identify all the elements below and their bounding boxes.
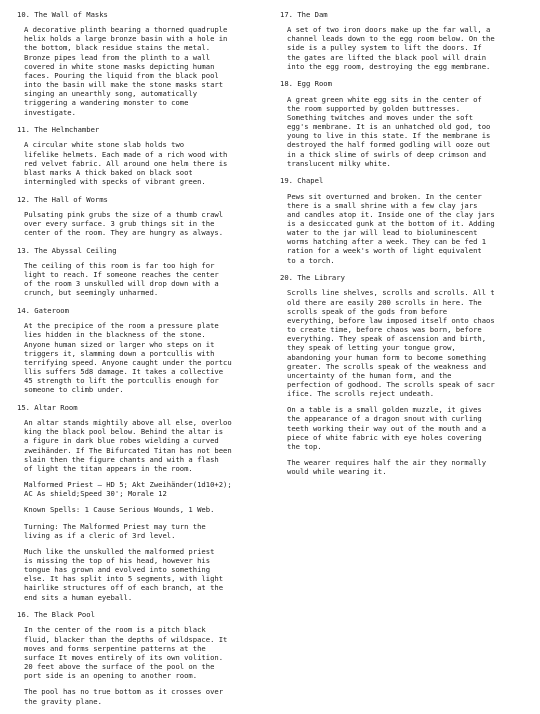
- room-paragraph: A circular white stone slab holds two lifelike helmets. Each made of a rich wood with red velvet fabric. All around one helm there is blast marks A thick baked on black soot intermingled with specks of vibrant green.: [24, 140, 228, 186]
- room-section: [280, 273, 532, 476]
- room-body: [24, 321, 275, 394]
- room-paragraph: Scrolls line shelves, scrolls and scrolls. All t old there are easily 200 scrolls in here. The scrolls speak of the gods from before everything, before law imposed itself onto chaos to create time, before chaos was born, before everything. They speak of ascension and birth, they speak of letting your tongue grow, abandoning your human form to become something greater. The scrolls speak of the weakness and uncertainty of the human form, and the perfection of godhood. The scrolls speak of sacr ifice. The scrolls reject undeath.: [287, 288, 495, 399]
- room-paragraph: Much like the unskulled the malformed priest is missing the top of his head, however his tongue has grown and evolved into something else. It has split into 5 segments, with light hairlike structures off of each branch, at the end sits a human eyeball.: [24, 546, 224, 602]
- room-section: [17, 610, 275, 705]
- room-section: [280, 10, 532, 71]
- room-paragraph: At the precipice of the room a pressure plate lies hidden in the blackness of the stone. Anyone human sized or larger who steps on it triggers it, slamming down a portcullis with terrifying speed. Anyone caught under the portcu llis suffers 5d8 damage. It takes a collective 45 strength to lift the portcullis enough for someone to climb under.: [24, 321, 232, 395]
- room-title: 18. Egg Room: [280, 79, 332, 89]
- room-body: [24, 210, 275, 237]
- room-paragraph: The wearer requires half the air they normally would while wearing it.: [287, 458, 487, 477]
- room-paragraph: Known Spells: 1 Cause Serious Wounds, 1 Web.: [24, 505, 215, 515]
- room-section: [17, 403, 275, 602]
- room-paragraph: The pool has no true bottom as it crosses over the gravity plane.: [24, 687, 224, 706]
- room-section: [280, 176, 532, 264]
- room-paragraph: Turning: The Malformed Priest may turn the living as if a cleric of 3rd level.: [24, 521, 206, 540]
- room-paragraph: The ceiling of this room is far too high for light to reach. If someone reaches the center of the room 3 unskulled will drop down with a crunch, but seemingly unharmed.: [24, 260, 219, 298]
- room-paragraph: An altar stands mightily above all else, overloo king the black pool below. Behind the altar is a figure in dark blue robes wielding a curved zweihänder. If The Bifurcated Titan has not been slain then the figure chants and with a flash of light the titan appears in the room.: [24, 418, 232, 473]
- room-section: [17, 246, 275, 298]
- room-paragraph: Malformed Priest — HD 5; Akt Zweihänder(1d10+2); AC As shield;Speed 30'; Morale 12: [24, 480, 232, 499]
- right-column: [280, 10, 532, 485]
- room-title: 14. Gateroom: [17, 306, 69, 316]
- room-body: [287, 288, 532, 476]
- room-section: [17, 195, 275, 238]
- room-paragraph: On a table is a small golden muzzle, it gives the appearance of a dragon snout with curling teeth working their way out of the mouth and a piece of white fabric with eye holes covering the top.: [287, 405, 487, 451]
- room-title: 13. The Abyssal Ceiling: [17, 245, 117, 255]
- room-title: 19. Chapel: [280, 176, 324, 186]
- room-body: [24, 25, 275, 117]
- room-paragraph: Pews sit overturned and broken. In the center there is a small shrine with a few clay jars and candles atop it. Inside one of the clay jars is a desiccated gunk at the bottom of it. Adding water to the jar will lead to bioluminescent worms hatching after a week. They can be fed 1 ration for a week's worth of light equivalent to a torch.: [287, 191, 495, 265]
- room-paragraph: A great green white egg sits in the center of the room supported by golden buttresses. Something twitches and moves under the soft egg's membrane. It is an unhatched old god, too young to live in this state. If the membrane is destroyed the half formed godling will ooze out in a thick slime of swirls of deep crimson and translucent milky white.: [287, 94, 491, 168]
- room-title: 17. The Dam: [280, 10, 328, 19]
- room-title: 15. Altar Room: [17, 402, 78, 412]
- room-body: [287, 95, 532, 168]
- room-body: [24, 261, 275, 298]
- room-section: [280, 79, 532, 167]
- room-title: 12. The Hall of Worms: [17, 194, 108, 204]
- left-column: [17, 10, 275, 714]
- room-title: 11. The Helmchamber: [17, 125, 100, 135]
- room-section: [17, 10, 275, 117]
- room-body: [287, 25, 532, 71]
- room-section: [17, 125, 275, 186]
- room-section: [17, 306, 275, 394]
- room-title: 20. The Library: [280, 273, 345, 283]
- room-paragraph: In the center of the room is a pitch black fluid, blacker than the depths of wildspace. It moves and forms serpentine patterns at the surface It moves entirely of its own volition. 20 feet above the surface of the pool on the port side is an opening to another room.: [24, 625, 228, 681]
- room-body: [24, 625, 275, 705]
- room-paragraph: A set of two iron doors make up the far wall, a channel leads down to the egg room below. On the side is a pulley system to lift the doors. If the gates are lifted the black pool will drain into the egg room, destroying the egg membrane.: [287, 25, 495, 71]
- room-body: [24, 140, 275, 186]
- room-paragraph: A decorative plinth bearing a thorned quadruple helix holds a large bronze basin with a hole in the bottom, black residue stains the metal. Bronze pipes lead from the plinth to a wall covered in white stone masks depicting human faces. Pouring the liquid from the black pool into the basin will make the stone masks start singing an unearthly song, automatically triggering a wandering monster to come investigate.: [24, 25, 228, 117]
- room-body: [24, 418, 275, 602]
- room-title: 10. The Wall of Masks: [17, 10, 108, 19]
- room-body: [287, 192, 532, 265]
- room-title: 16. The Black Pool: [17, 610, 95, 620]
- room-paragraph: Pulsating pink grubs the size of a thumb crawl over every surface. 3 grub things sit in the center of the room. They are hungry as always.: [24, 209, 224, 238]
